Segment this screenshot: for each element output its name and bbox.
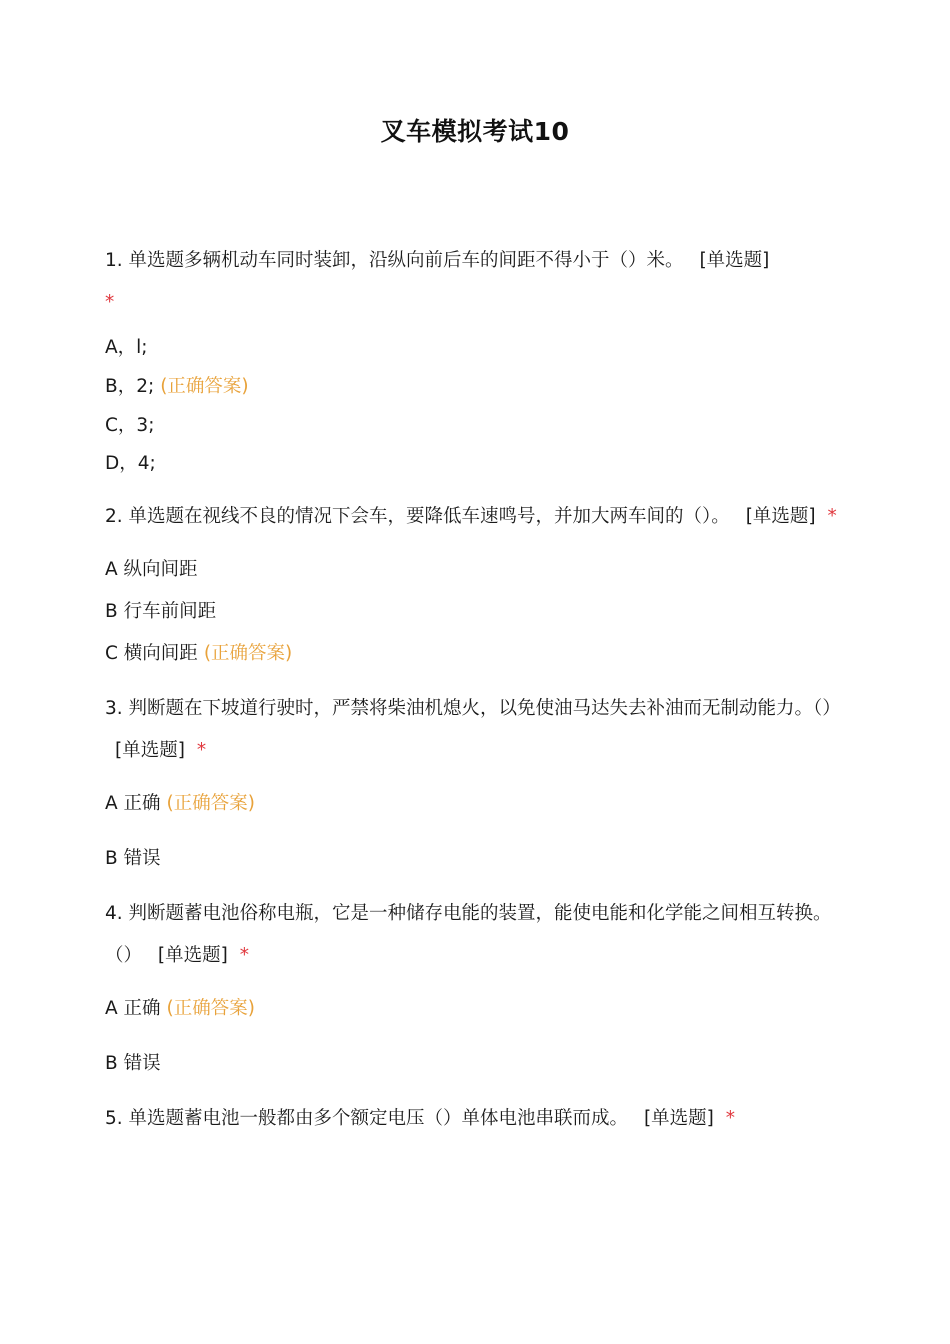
option-b[interactable] [105, 847, 850, 871]
option-a[interactable] [105, 997, 850, 1021]
option-label: B 行车前间距 [105, 601, 217, 622]
question-list [105, 240, 850, 1140]
question-body: 判断题在下坡道行驶时，严禁将柴油机熄火，以免使油马达失去补油而无制动能力。（） [128, 698, 841, 719]
question-5 [105, 1098, 850, 1140]
question-body: 判断题蓄电池俗称电瓶，它是一种储存电能的装置，能使电能和化学能之间相互转换。（） [105, 903, 832, 966]
option-label: B 错误 [105, 1053, 161, 1074]
required-marker: * [239, 945, 249, 966]
page-title: 叉车模拟考试10 [380, 117, 570, 146]
option-label: A 纵向间距 [105, 559, 198, 580]
question-2 [105, 496, 850, 666]
option-label: B 错误 [105, 848, 161, 869]
required-marker: * [827, 506, 837, 527]
question-number: 3. [105, 698, 123, 719]
option-b[interactable] [105, 375, 850, 399]
question-number: 1. [105, 250, 123, 271]
required-marker: * [105, 292, 115, 313]
question-type: [单选题] [115, 740, 185, 761]
option-label: C，3; [105, 415, 155, 436]
question-type: [单选题] [699, 250, 770, 271]
option-label: A 正确 [105, 998, 161, 1019]
question-type: [单选题] [745, 506, 816, 527]
question-2-text [105, 496, 850, 538]
question-3-text [105, 688, 850, 772]
option-c[interactable] [105, 642, 850, 666]
correct-answer-tag: (正确答案) [166, 793, 255, 814]
option-label: D，4; [105, 453, 156, 474]
question-5-text [105, 1098, 850, 1140]
required-marker: * [725, 1108, 736, 1129]
option-c[interactable] [105, 414, 850, 438]
question-number: 4. [105, 903, 123, 924]
question-number: 2. [105, 506, 123, 527]
question-body: 单选题多辆机动车同时装卸，沿纵向前后车的间距不得小于（）米。 [128, 250, 684, 271]
question-1-text [105, 240, 850, 324]
option-b[interactable] [105, 1052, 850, 1076]
question-body: 单选题在视线不良的情况下会车，要降低车速鸣号，并加大两车间的（）。 [128, 506, 730, 527]
question-3 [105, 688, 850, 871]
question-4-text [105, 893, 850, 977]
option-a[interactable] [105, 336, 850, 360]
option-a[interactable] [105, 558, 850, 582]
option-d[interactable] [105, 452, 850, 476]
required-marker: * [196, 740, 207, 761]
question-1 [105, 240, 850, 476]
option-label: C 横向间距 [105, 643, 198, 664]
option-label: A，l; [105, 337, 148, 358]
correct-answer-tag: (正确答案) [160, 376, 249, 397]
option-label: A 正确 [105, 793, 161, 814]
option-label: B，2; [105, 376, 155, 397]
option-a[interactable] [105, 792, 850, 816]
question-type: [单选题] [643, 1108, 714, 1129]
option-b[interactable] [105, 600, 850, 624]
correct-answer-tag: (正确答案) [166, 998, 255, 1019]
question-body: 单选题蓄电池一般都由多个额定电压（）单体电池串联而成。 [128, 1108, 629, 1129]
question-number: 5. [105, 1108, 123, 1129]
question-type: [单选题] [157, 945, 228, 966]
question-4 [105, 893, 850, 1076]
correct-answer-tag: (正确答案) [203, 643, 293, 664]
